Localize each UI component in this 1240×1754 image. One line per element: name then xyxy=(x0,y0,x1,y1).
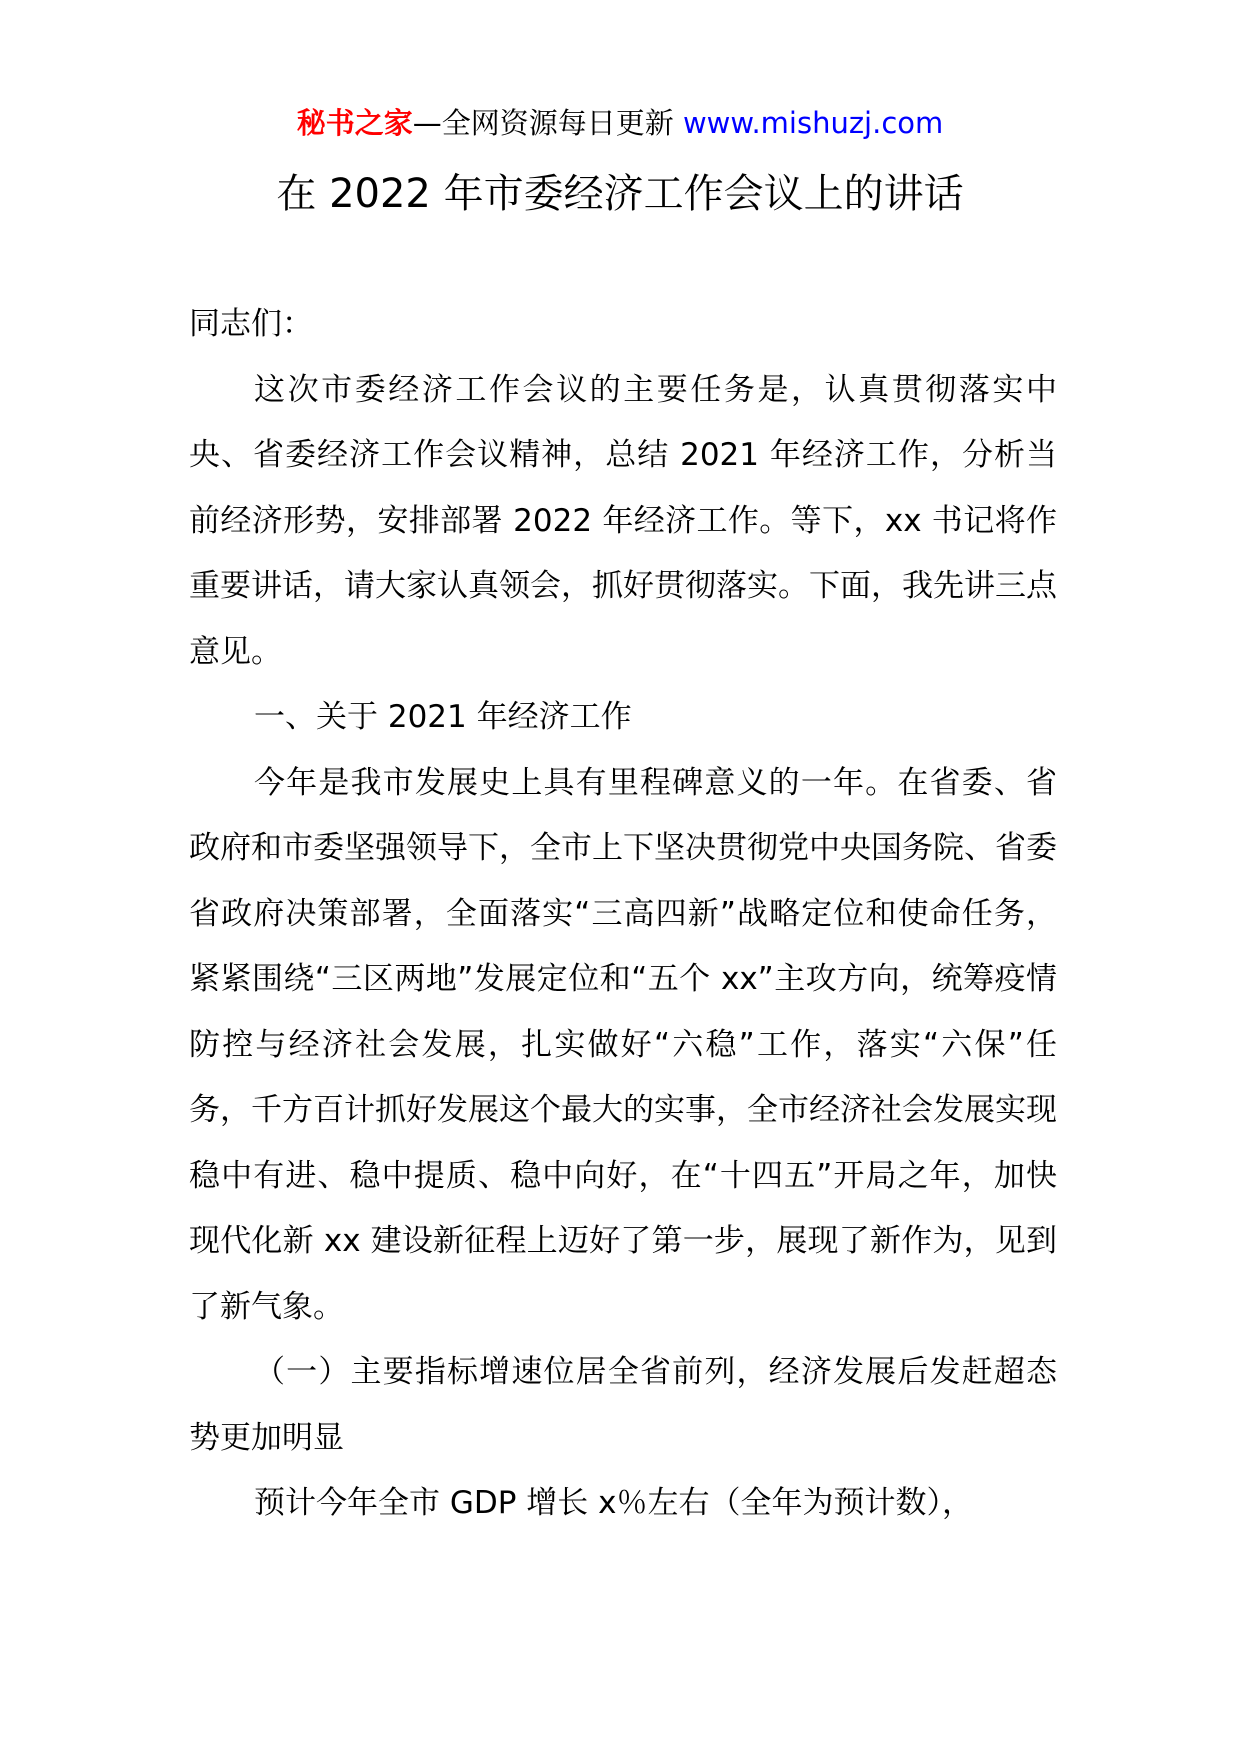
site-url-link[interactable]: www.mishuzj.com xyxy=(682,106,944,140)
header-tagline: —全网资源每日更新 xyxy=(412,106,674,140)
paragraph-gdp: 预计今年全市 GDP 增长 x％左右（全年为预计数）， xyxy=(254,1485,973,1521)
document-title: 在 2022 年市委经济工作会议上的讲话 xyxy=(276,171,964,217)
site-header xyxy=(0,100,1240,146)
subsection-heading-1: （一）主要指标增速位居全省前列，经济发展后发赶超态势更加明显 xyxy=(189,1354,1057,1456)
section-heading-1: 一、关于 2021 年经济工作 xyxy=(254,699,632,735)
greeting: 同志们： xyxy=(189,306,313,342)
paragraph-review: 今年是我市发展史上具有里程碑意义的一年。在省委、省政府和市委坚强领导下，全市上下坚决贯彻党中央国务院、省委省政府决策部署，全面落实“三高四新”战略定位和使命任务，紧紧围绕“三区两地”发展定位和“五个 xx”主攻方向，统筹疫情防控与经济社会发展，扎实做好“六稳”工作，落实“六保”任务，千方百计抓好发展这个最大的实事，全市经济社会发展实现稳中有进、稳中提质、稳中向好，在“十四五”开局之年，加快现代化新 xx 建设新征程上迈好了第一步，展现了新作为，见到了新气象。 xyxy=(189,764,1057,1325)
document-body xyxy=(189,292,1057,1537)
paragraph-intro: 这次市委经济工作会议的主要任务是，认真贯彻落实中央、省委经济工作会议精神，总结 2021 年经济工作，分析当前经济形势，安排部署 2022 年经济工作。等下，xx 书记将作重要讲话，请大家认真领会，抓好贯彻落实。下面，我先讲三点意见。 xyxy=(189,371,1057,670)
brand-name: 秘书之家 xyxy=(296,106,413,140)
